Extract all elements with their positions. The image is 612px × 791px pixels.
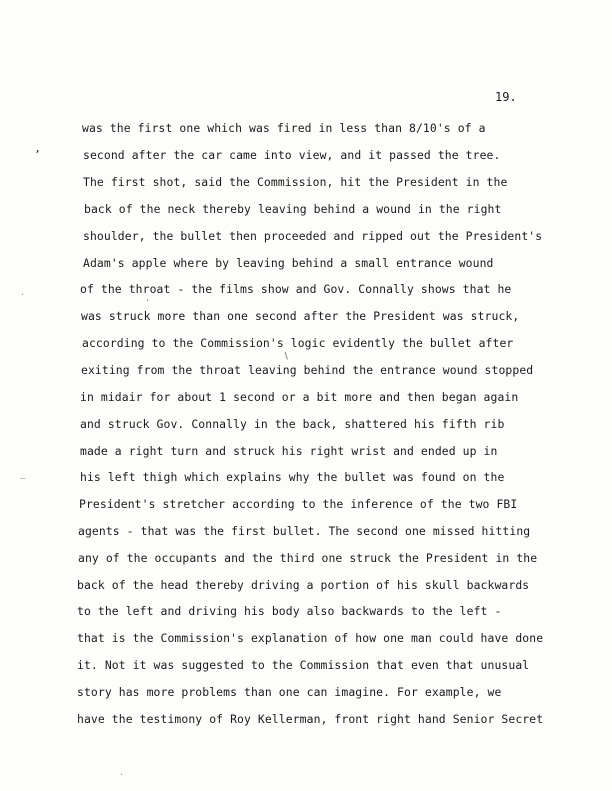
text-line: story has more problems than one can imagine. For example, we [77, 685, 502, 699]
text-line: back of the neck thereby leaving behind a wound in the right [84, 202, 502, 216]
text-line: that is the Commission's explanation of how one man could have done [77, 631, 544, 645]
text-line: President's stretcher according to the inference of the two FBI [79, 497, 518, 511]
text-line: exiting from the throat leaving behind the entrance wound stopped [81, 363, 534, 377]
text-line: in midair for about 1 second or a bit more and then began again [80, 390, 519, 404]
text-line: of the throat - the films show and Gov. Connally shows that he [80, 282, 512, 296]
text-line: any of the occupants and the third one struck the President in the [78, 551, 538, 565]
text-line: back of the head thereby driving a portion of his skull backwards [77, 578, 530, 592]
scan-speck: — [20, 474, 26, 484]
text-line: was struck more than one second after the President was struck, [81, 309, 520, 323]
text-line: agents - that was the first bullet. The second one missed hitting [78, 524, 531, 538]
scan-speck: · [145, 296, 150, 305]
scan-mark: ’ [34, 148, 41, 161]
text-line: Adam's apple where by leaving behind a small entrance wound [83, 256, 494, 270]
text-line: shoulder, the bullet then proceeded and ripped out the President's [83, 229, 543, 243]
text-line: made a right turn and struck his right wrist and ended up in [80, 444, 498, 458]
text-line: to the left and driving his body also backwards to the left - [77, 604, 502, 618]
page-number: 19. [495, 90, 517, 104]
text-line: The first shot, said the Commission, hit the President in the [83, 175, 508, 189]
text-line: his left thigh which explains why the bullet was found on the [80, 470, 505, 484]
text-line: according to the Commission's logic evidently the bullet after [82, 336, 514, 350]
text-line: and struck Gov. Connally in the back, shattered his fifth rib [80, 417, 505, 431]
text-line: was the first one which was fired in less than 8/10's of a [82, 121, 486, 135]
scan-speck: · [119, 770, 124, 779]
scan-speck: · [20, 290, 25, 299]
text-line: have the testimony of Roy Kellerman, front right hand Senior Secret [77, 712, 544, 726]
text-line: second after the car came into view, and it passed the tree. [83, 148, 501, 162]
scan-speck: ∖ [283, 352, 289, 362]
text-line: it. Not it was suggested to the Commission that even that unusual [77, 658, 530, 672]
